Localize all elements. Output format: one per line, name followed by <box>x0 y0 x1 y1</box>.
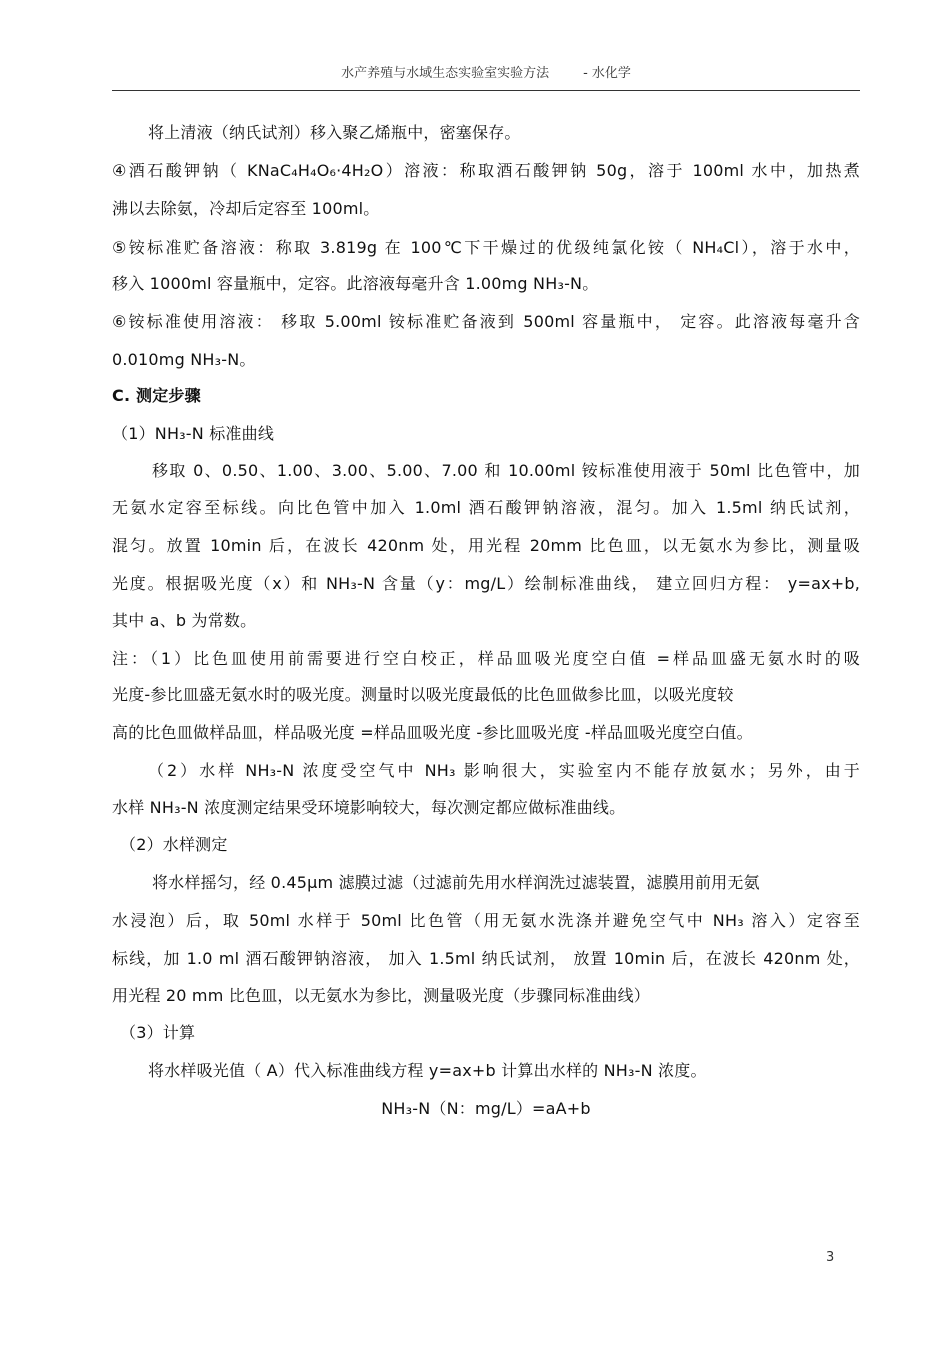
header-title: 水产养殖与水域生态实验室实验方法 <box>341 66 550 81</box>
text-line: 0.010mg NH₃-N。 <box>112 350 256 369</box>
text-line: 标线，加 1.0 ml 酒石酸钾钠溶液， 加入 1.5ml 纳氏试剂， 放置 10min 后，在波长 420nm 处， <box>112 949 860 968</box>
text-line: 沸以去除氨，冷却后定容至 100ml。 <box>112 199 380 218</box>
text-line: 将上清液（纳氏试剂）移入聚乙烯瓶中，密塞保存。 <box>148 123 521 142</box>
note-line: 光度-参比皿盛无氨水时的吸光度。测量时以吸光度最低的比色皿做参比皿，以吸光度较 <box>112 685 734 704</box>
text-line: ⑥铵标准使用溶液： 移取 5.00ml 铵标准贮备液到 500ml 容量瓶中， 定容。此溶液每毫升含 <box>112 312 860 331</box>
page-number: 3 <box>826 1250 835 1265</box>
text-line: 将水样摇匀，经 0.45μm 滤膜过滤（过滤前先用水样润洗过滤装置，滤膜用前用无氨 <box>152 873 760 892</box>
text-line: 光度。根据吸光度（x）和 NH₃-N 含量（y：mg/L）绘制标准曲线， 建立回归方程： y=ax+b, <box>112 574 860 593</box>
text-line: 将水样吸光值（ A）代入标准曲线方程 y=ax+b 计算出水样的 NH₃-N 浓度。 <box>148 1061 707 1080</box>
formula: NH₃-N（N：mg/L）=aA+b <box>381 1099 591 1118</box>
text-line: 其中 a、b 为常数。 <box>112 611 257 630</box>
subsection-heading: （1）NH₃-N 标准曲线 <box>112 424 275 443</box>
header-subtitle: - 水化学 <box>583 66 631 81</box>
text-line: 移取 0、0.50、1.00、3.00、5.00、7.00 和 10.00ml 铵标准使用液于 50ml 比色管中，加 <box>152 461 860 480</box>
note-line: 高的比色皿做样品皿，样品吸光度 =样品皿吸光度 -参比皿吸光度 -样品皿吸光度空白值。 <box>112 723 753 742</box>
note-line: 水样 NH₃-N 浓度测定结果受环境影响较大，每次测定都应做标准曲线。 <box>112 798 626 817</box>
note-line: 注：（1）比色皿使用前需要进行空白校正，样品皿吸光度空白值 =样品皿盛无氨水时的吸 <box>112 649 860 668</box>
subsection-heading: （2）水样测定 <box>120 835 228 854</box>
text-line: ⑤铵标准贮备溶液：称取 3.819g 在 100℃下干燥过的优级纯氯化铵（ NH₄Cl），溶于水中， <box>112 238 860 257</box>
text-line: 混匀。放置 10min 后，在波长 420nm 处，用光程 20mm 比色皿，以无氨水为参比，测量吸 <box>112 536 860 555</box>
page-header <box>112 64 860 91</box>
text-line: ④酒石酸钾钠（ KNaC₄H₄O₆·4H₂O）溶液：称取酒石酸钾钠 50g，溶于 100ml 水中，加热煮 <box>112 161 860 180</box>
text-line: 用光程 20 mm 比色皿，以无氨水为参比，测量吸光度（步骤同标准曲线） <box>112 986 650 1005</box>
text-line: 移入 1000ml 容量瓶中，定容。此溶液每毫升含 1.00mg NH₃-N。 <box>112 274 599 293</box>
note-line: （2）水样 NH₃-N 浓度受空气中 NH₃ 影响很大，实验室内不能存放氨水；另外，由于 <box>148 761 860 780</box>
section-heading: C. 测定步骤 <box>112 386 201 405</box>
subsection-heading: （3）计算 <box>120 1023 196 1042</box>
text-line: 水浸泡）后，取 50ml 水样于 50ml 比色管（用无氨水洗涤并避免空气中 NH₃ 溶入）定容至 <box>112 911 860 930</box>
text-line: 无氨水定容至标线。向比色管中加入 1.0ml 酒石酸钾钠溶液，混匀。加入 1.5ml 纳氏试剂， <box>112 498 860 517</box>
